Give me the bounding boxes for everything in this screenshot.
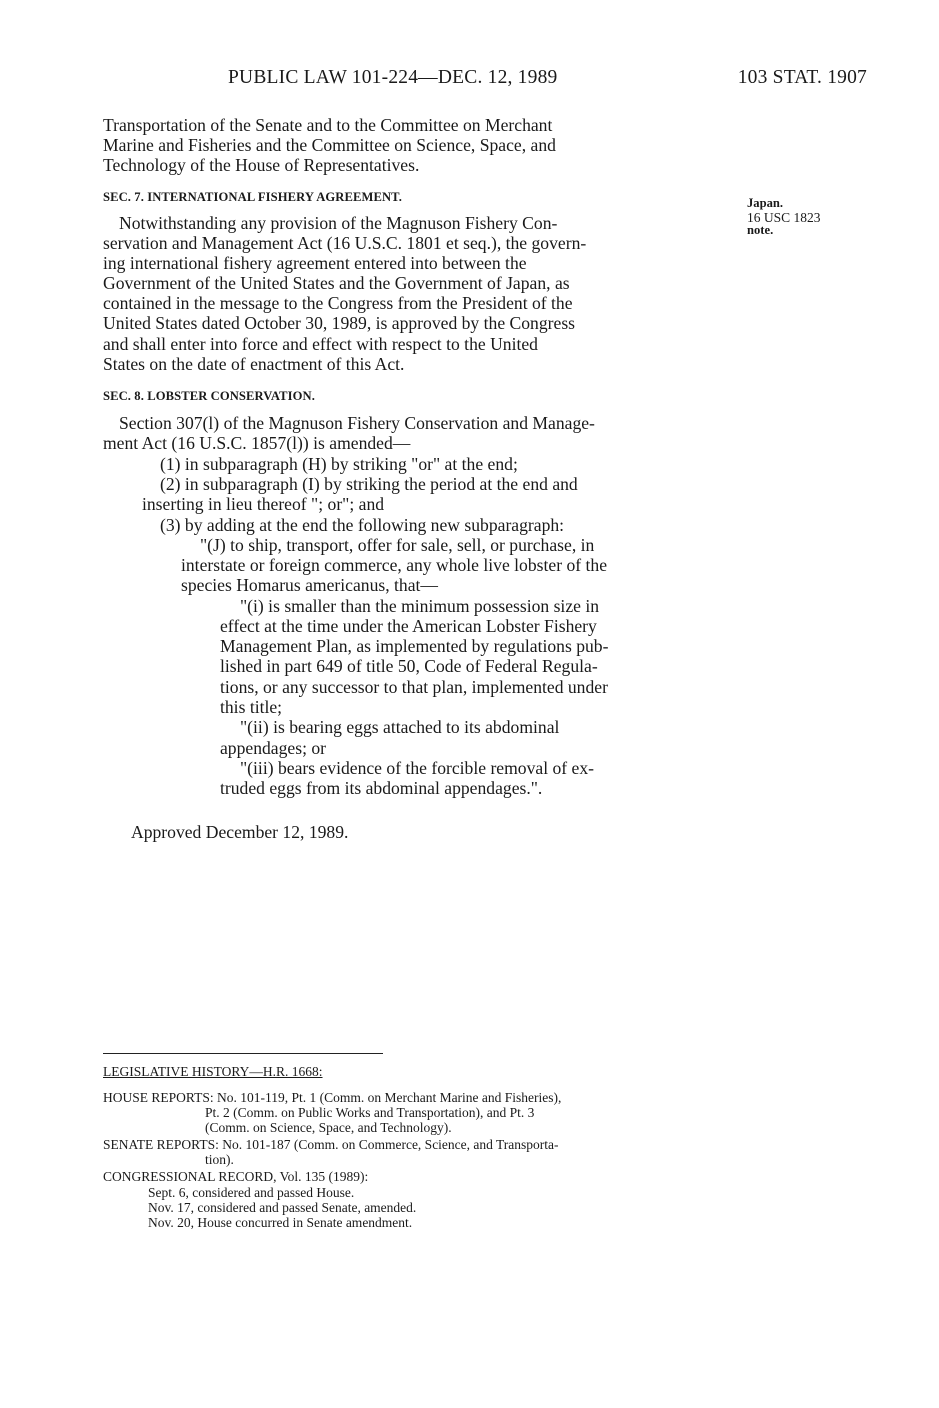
text-line: contained in the message to the Congress from the President of the: [103, 293, 573, 313]
text-line: "(i) is smaller than the minimum possession size in: [240, 596, 600, 616]
text-line: "(ii) is bearing eggs attached to its abdominal: [240, 717, 560, 737]
sec7-heading: SEC. 7. INTERNATIONAL FISHERY AGREEMENT.: [103, 190, 402, 204]
history-line: tion).: [205, 1152, 234, 1167]
text-line: (3) by adding at the end the following new subparagraph:: [160, 515, 565, 535]
approval-date: Approved December 12, 1989.: [131, 822, 349, 842]
page-header: [0, 67, 939, 91]
text-line: Transportation of the Senate and to the Committee on Merchant: [103, 115, 553, 135]
text-line: Section 307(l) of the Magnuson Fishery Conservation and Manage-: [119, 413, 595, 433]
text-line: and shall enter into force and effect with respect to the United: [103, 334, 538, 354]
text-line: States on the date of enactment of this Act.: [103, 354, 405, 374]
sec8-heading: SEC. 8. LOBSTER CONSERVATION.: [103, 389, 315, 403]
text-line: United States dated October 30, 1989, is approved by the Congress: [103, 313, 576, 333]
text-line: Management Plan, as implemented by regulations pub-: [220, 636, 609, 656]
history-line: Nov. 20, House concurred in Senate amendment.: [148, 1215, 413, 1230]
text-line: "(iii) bears evidence of the forcible removal of ex-: [240, 758, 595, 778]
text-line: Government of the United States and the Government of Japan, as: [103, 273, 570, 293]
text-line: appendages; or: [220, 738, 327, 758]
text-line: (1) in subparagraph (H) by striking "or" at the end;: [160, 454, 518, 474]
text-line: effect at the time under the American Lobster Fishery: [220, 616, 597, 636]
text-line: (2) in subparagraph (I) by striking the period at the end and: [160, 474, 578, 494]
margin-note-country: Japan.: [747, 196, 784, 210]
text-line: Notwithstanding any provision of the Magnuson Fishery Con-: [119, 213, 558, 233]
text-line: interstate or foreign commerce, any whole live lobster of the: [181, 555, 608, 575]
statute-page-number: 103 STAT. 1907: [737, 67, 867, 88]
history-line: Nov. 17, considered and passed Senate, amended.: [148, 1200, 417, 1215]
text-line: Technology of the House of Representatives.: [103, 155, 420, 175]
legislative-history-title: LEGISLATIVE HISTORY—H.R. 1668:: [103, 1064, 323, 1079]
margin-note: [747, 197, 821, 238]
text-line: inserting in lieu thereof "; or"; and: [142, 494, 385, 514]
text-line: species Homarus americanus, that—: [181, 575, 438, 595]
text-line: Marine and Fisheries and the Committee on Science, Space, and: [103, 135, 556, 155]
public-law-title: PUBLIC LAW 101-224—DEC. 12, 1989: [228, 67, 558, 88]
margin-note-note: note.: [747, 223, 774, 237]
margin-note-citation: 16 USC 1823: [747, 209, 821, 225]
footnote-divider: [103, 1053, 383, 1054]
text-line: this title;: [220, 697, 283, 717]
text-line: tions, or any successor to that plan, implemented under: [220, 677, 608, 697]
history-line: Sept. 6, considered and passed House.: [148, 1185, 355, 1200]
history-line: HOUSE REPORTS: No. 101-119, Pt. 1 (Comm. on Merchant Marine and Fisheries),: [103, 1090, 562, 1105]
history-line: CONGRESSIONAL RECORD, Vol. 135 (1989):: [103, 1169, 369, 1184]
text-line: "(J) to ship, transport, offer for sale, sell, or purchase, in: [200, 535, 595, 555]
text-line: ment Act (16 U.S.C. 1857(l)) is amended—: [103, 433, 411, 453]
text-line: ing international fishery agreement entered into between the: [103, 253, 527, 273]
text-line: lished in part 649 of title 50, Code of Federal Regula-: [220, 656, 598, 676]
text-line: truded eggs from its abdominal appendages.".: [220, 778, 543, 798]
history-line: (Comm. on Science, Space, and Technology).: [205, 1120, 452, 1135]
history-line: Pt. 2 (Comm. on Public Works and Transportation), and Pt. 3: [205, 1105, 535, 1120]
text-line: servation and Management Act (16 U.S.C. 1801 et seq.), the govern-: [103, 233, 587, 253]
history-line: SENATE REPORTS: No. 101-187 (Comm. on Commerce, Science, and Transporta-: [103, 1137, 559, 1152]
